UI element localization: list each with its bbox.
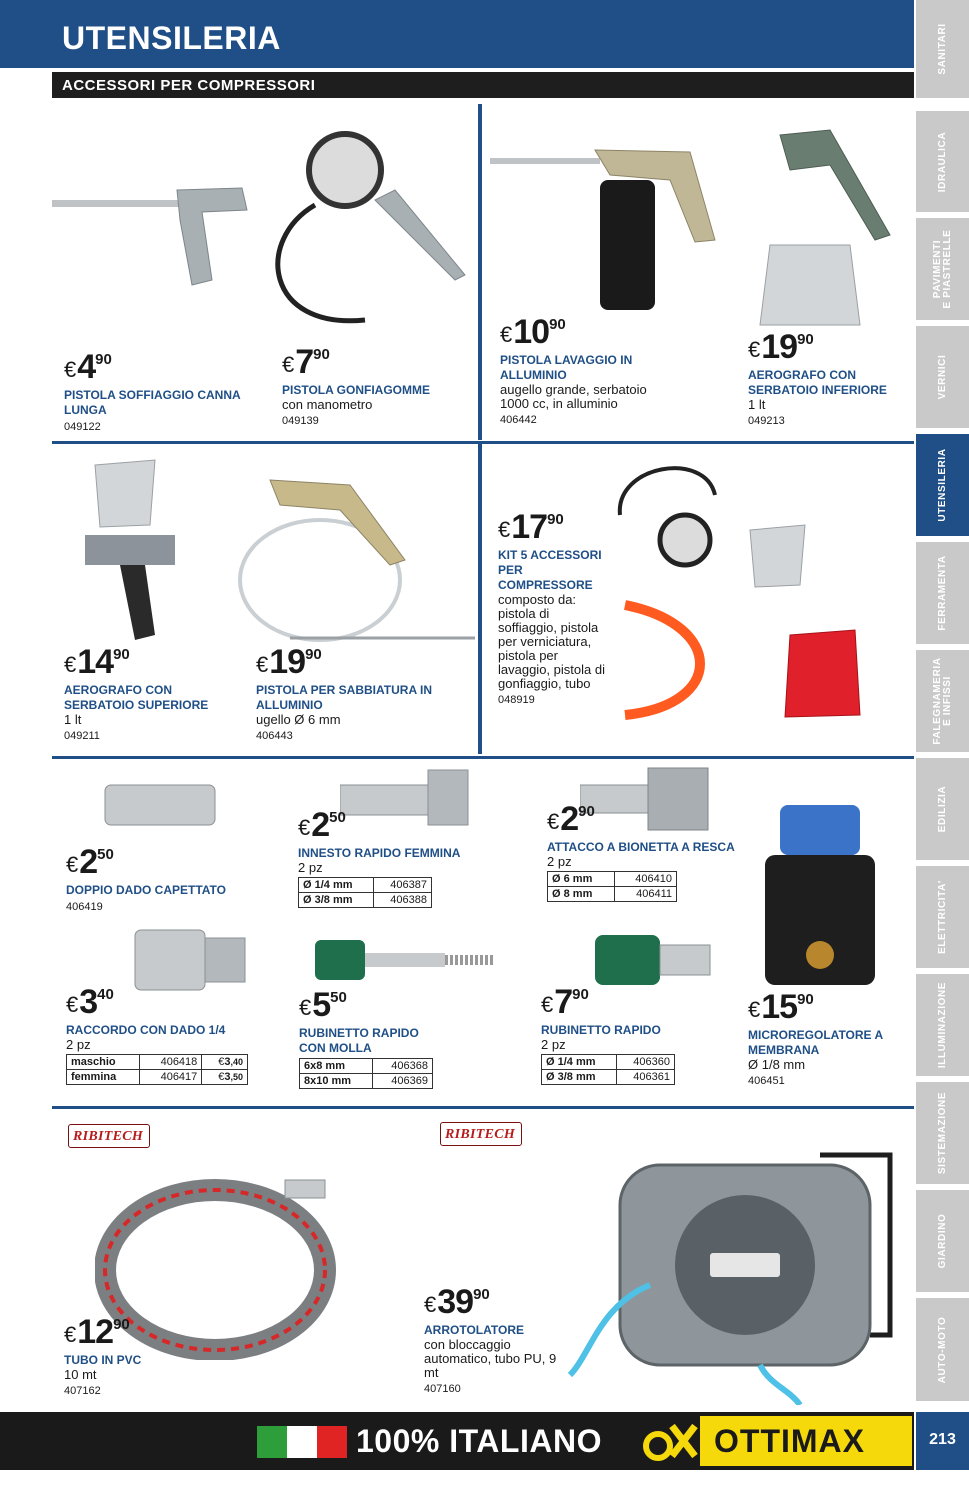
- hose-reel-image: [560, 1135, 900, 1405]
- variant-currency: €: [218, 1055, 225, 1068]
- currency: €: [298, 815, 311, 840]
- price: [66, 845, 256, 879]
- page-header: [0, 0, 914, 100]
- price-dec: 90: [572, 986, 589, 1003]
- variant-table: [298, 877, 432, 908]
- variant-code: 406411: [614, 887, 676, 902]
- price-int: 3: [79, 983, 98, 1021]
- tab-label: IDRAULICA: [936, 131, 948, 192]
- table-row: [299, 878, 432, 893]
- product-name: PISTOLA SOFFIAGGIO CANNA LUNGA: [64, 388, 241, 417]
- tab-label: VERNICI: [936, 354, 948, 400]
- tab-illuminazione[interactable]: [916, 974, 969, 1079]
- price-int: 12: [77, 1313, 114, 1351]
- variant-size: 6x8 mm: [300, 1059, 373, 1074]
- product-quick-tap: [541, 985, 741, 1085]
- product-name: RACCORDO CON DADO 1/4: [66, 1023, 226, 1037]
- price-int: 5: [312, 986, 331, 1024]
- currency: €: [299, 995, 312, 1020]
- price: [64, 350, 244, 384]
- currency: €: [66, 852, 79, 877]
- double-nut-coupler-image: [100, 775, 220, 835]
- quick-tap-image: [595, 930, 715, 990]
- price-dec: 50: [330, 989, 347, 1006]
- product-desc: con bloccaggio automatico, tubo PU, 9 mt: [424, 1337, 557, 1380]
- price-dec: 90: [313, 346, 330, 363]
- currency: €: [282, 352, 295, 377]
- variant-price: [202, 1055, 248, 1070]
- tab-label: ELETTRICITA': [936, 880, 948, 954]
- tab-vernici[interactable]: [916, 326, 969, 431]
- tab-elettricita[interactable]: [916, 866, 969, 971]
- product-desc: 2 pz: [66, 1037, 91, 1052]
- product-name: RUBINETTO RAPIDO CON MOLLA: [299, 1026, 419, 1055]
- product-bayonet-coupler: [547, 802, 757, 902]
- product-pressure-regulator: [748, 990, 908, 1088]
- page-number: 213: [929, 1431, 956, 1448]
- price-int: 2: [311, 806, 330, 844]
- variant-size: Ø 3/8 mm: [542, 1070, 617, 1085]
- price: [256, 645, 436, 679]
- divider-horizontal: [52, 756, 914, 759]
- price-int: 7: [295, 343, 314, 381]
- product-hose-reel: [424, 1285, 574, 1396]
- product-pvc-hose: [64, 1315, 224, 1398]
- currency: €: [64, 652, 77, 677]
- price-dec: 90: [95, 351, 112, 368]
- tab-giardino[interactable]: [916, 1190, 969, 1295]
- price: [298, 808, 498, 842]
- variant-price-dec: ,50: [230, 1071, 243, 1082]
- page-number-box: [916, 1412, 969, 1470]
- price-dec: 50: [97, 846, 114, 863]
- category-sidebar: [916, 0, 969, 1412]
- product-double-nut: [66, 845, 256, 914]
- tab-label: SISTEMAZIONE: [936, 1091, 948, 1175]
- product-code: 406443: [256, 730, 293, 742]
- price-int: 17: [511, 508, 548, 546]
- variant-size: 8x10 mm: [300, 1074, 373, 1089]
- variant-code: 406368: [373, 1059, 433, 1074]
- tab-utensileria[interactable]: [916, 434, 969, 539]
- spray-gun-top-tank-image: [60, 455, 200, 645]
- tab-label: PAVIMENTI E PIASTRELLE: [931, 229, 953, 309]
- section-bar: [52, 72, 914, 98]
- price-int: 2: [79, 843, 98, 881]
- variant-price-int: 3: [224, 1055, 231, 1068]
- product-desc: composto da: pistola di soffiaggio, pistola per verniciatura, pistola per lavaggio, pistola di gonfiaggio, tubo: [498, 592, 605, 691]
- price: [282, 345, 462, 379]
- tab-label: AUTO-MOTO: [936, 1316, 948, 1383]
- price: [498, 510, 608, 544]
- product-desc: 1 lt: [64, 712, 82, 727]
- variant-table: [547, 871, 677, 902]
- price-int: 10: [513, 313, 550, 351]
- variant-size: femmina: [67, 1070, 140, 1085]
- tab-label: EDILIZIA: [936, 785, 948, 833]
- tab-sanitari[interactable]: [916, 0, 969, 101]
- price-dec: 90: [578, 803, 595, 820]
- variant-size: maschio: [67, 1055, 140, 1070]
- product-name: PISTOLA GONFIAGOMME: [282, 383, 431, 397]
- price-dec: 90: [305, 646, 322, 663]
- price-dec: 90: [473, 1286, 490, 1303]
- product-code: 049211: [64, 730, 100, 742]
- tab-idraulica[interactable]: [916, 111, 969, 215]
- tab-label: ILLUMINAZIONE: [936, 981, 948, 1069]
- product-desc: Ø 1/8 mm: [748, 1057, 806, 1072]
- currency: €: [541, 992, 554, 1017]
- tab-edilizia[interactable]: [916, 758, 969, 863]
- spring-quick-tap-image: [315, 935, 500, 985]
- currency: €: [748, 337, 761, 362]
- product-blow-gun: [64, 350, 244, 434]
- product-desc: 10 mt: [64, 1367, 97, 1382]
- product-code: 048919: [498, 694, 535, 706]
- variant-table: [541, 1054, 675, 1085]
- product-name: AEROGRAFO CON SERBATOIO INFERIORE: [748, 368, 887, 397]
- product-code: 049213: [748, 415, 785, 427]
- product-desc: augello grande, serbatoio 1000 cc, in alluminio: [500, 382, 647, 411]
- price: [748, 330, 908, 364]
- currency: €: [498, 517, 511, 542]
- variant-code: 406361: [616, 1070, 674, 1085]
- product-code: 049122: [64, 421, 101, 433]
- product-code: 406451: [748, 1075, 785, 1087]
- price: [64, 645, 234, 679]
- table-row: [299, 893, 432, 908]
- product-name: MICROREGOLATORE A MEMBRANA: [748, 1028, 883, 1057]
- price-int: 15: [761, 988, 798, 1026]
- variant-size: Ø 8 mm: [548, 887, 615, 902]
- price: [424, 1285, 574, 1319]
- product-female-coupler: [298, 808, 498, 908]
- product-desc: 2 pz: [547, 854, 572, 869]
- product-name: AEROGRAFO CON SERBATOIO SUPERIORE: [64, 683, 209, 712]
- currency: €: [500, 322, 513, 347]
- variant-size: Ø 1/4 mm: [542, 1055, 617, 1070]
- spray-gun-bottom-tank-image: [740, 125, 910, 335]
- table-row: [300, 1059, 433, 1074]
- price: [299, 988, 499, 1022]
- price-int: 19: [761, 328, 798, 366]
- variant-code: 406417: [140, 1070, 202, 1085]
- table-row: [542, 1070, 675, 1085]
- currency: €: [424, 1292, 437, 1317]
- product-nut-fitting: [66, 985, 266, 1085]
- price-dec: 90: [797, 991, 814, 1008]
- price: [64, 1315, 224, 1349]
- currency: €: [256, 652, 269, 677]
- tab-auto-moto[interactable]: [916, 1298, 969, 1404]
- price-int: 14: [77, 643, 114, 681]
- variant-price-dec: ,40: [230, 1056, 243, 1067]
- tab-ferramenta[interactable]: [916, 542, 969, 647]
- price-dec: 90: [547, 511, 564, 528]
- table-row: [67, 1070, 248, 1085]
- price-dec: 50: [329, 809, 346, 826]
- product-spray-gun-top: [64, 645, 234, 743]
- divider-horizontal: [52, 441, 914, 444]
- blow-gun-image: [52, 160, 252, 320]
- brand-name: RIBITECH: [73, 1129, 144, 1144]
- tab-falegnameria[interactable]: [916, 650, 969, 755]
- product-name: TUBO IN PVC: [64, 1353, 142, 1367]
- product-name: ARROTOLATORE: [424, 1323, 525, 1337]
- compressor-kit-image: [605, 455, 865, 745]
- product-sandblasting-gun: [256, 645, 436, 743]
- currency: €: [64, 1322, 77, 1347]
- table-row: [67, 1055, 248, 1070]
- currency: €: [66, 992, 79, 1017]
- variant-size: Ø 3/8 mm: [299, 893, 374, 908]
- ottimax-logo-text: OTTIMAX: [714, 1423, 865, 1459]
- tire-inflator-image: [255, 130, 475, 350]
- product-desc: 1 lt: [748, 397, 766, 412]
- variant-currency: €: [218, 1070, 225, 1083]
- product-name: PISTOLA LAVAGGIO IN ALLUMINIO: [500, 353, 633, 382]
- product-code: 407162: [64, 1385, 101, 1397]
- variant-code: 406388: [373, 893, 431, 908]
- product-name: RUBINETTO RAPIDO: [541, 1023, 661, 1037]
- product-compressor-kit: [498, 510, 608, 707]
- page-title: UTENSILERIA: [62, 20, 281, 56]
- sandblasting-gun-image: [230, 460, 475, 650]
- product-desc: 2 pz: [541, 1037, 566, 1052]
- table-row: [548, 872, 677, 887]
- tab-label: UTENSILERIA: [936, 448, 948, 522]
- product-tire-inflator: [282, 345, 462, 428]
- product-code: 049139: [282, 415, 319, 427]
- tab-label: FALEGNAMERIA E INFISSI: [931, 657, 953, 745]
- variant-price-int: 3: [224, 1070, 231, 1083]
- price: [547, 802, 757, 836]
- pressure-regulator-image: [760, 805, 880, 990]
- ribitech-logo: [68, 1124, 150, 1148]
- price-dec: 40: [97, 986, 114, 1003]
- price-dec: 90: [113, 646, 130, 663]
- price-int: 19: [269, 643, 306, 681]
- product-code: 406419: [66, 901, 103, 913]
- brand-name: RIBITECH: [445, 1127, 516, 1142]
- footer-slogan: 100% ITALIANO: [356, 1423, 602, 1459]
- ribitech-logo: [440, 1122, 522, 1146]
- variant-table: [299, 1058, 433, 1089]
- variant-code: 406410: [614, 872, 676, 887]
- price-dec: 90: [113, 1316, 130, 1333]
- variant-code: 406387: [373, 878, 431, 893]
- product-spray-gun-bottom: [748, 330, 908, 428]
- currency: €: [64, 357, 77, 382]
- variant-size: Ø 6 mm: [548, 872, 615, 887]
- tab-label: SANITARI: [936, 23, 948, 75]
- variant-price: [202, 1070, 248, 1085]
- variant-size: Ø 1/4 mm: [299, 878, 374, 893]
- divider-vertical: [478, 444, 482, 754]
- price: [500, 315, 700, 349]
- product-name: PISTOLA PER SABBIATURA IN ALLUMINIO: [256, 683, 433, 712]
- price: [66, 985, 266, 1019]
- price-int: 2: [560, 800, 579, 838]
- currency: €: [547, 809, 560, 834]
- product-name: DOPPIO DADO CAPETTATO: [66, 883, 227, 897]
- italian-flag-icon: [257, 1426, 347, 1458]
- table-row: [548, 887, 677, 902]
- price-int: 4: [77, 348, 96, 386]
- variant-table: [66, 1054, 248, 1085]
- product-spring-quick-tap: [299, 988, 499, 1089]
- tab-label: GIARDINO: [936, 1213, 948, 1269]
- ottimax-mark-icon: [640, 1416, 700, 1466]
- product-code: 407160: [424, 1383, 461, 1395]
- divider-horizontal: [52, 1106, 914, 1109]
- variant-code: 406369: [373, 1074, 433, 1089]
- product-washing-gun: [500, 315, 700, 427]
- ottimax-logo: [700, 1416, 912, 1466]
- table-row: [542, 1055, 675, 1070]
- currency: €: [748, 997, 761, 1022]
- table-row: [300, 1074, 433, 1089]
- product-desc: ugello Ø 6 mm: [256, 712, 341, 727]
- tab-pavimenti[interactable]: [916, 218, 969, 323]
- product-desc: 2 pz: [298, 860, 323, 875]
- product-desc: con manometro: [282, 397, 373, 412]
- product-name: KIT 5 ACCESSORI PER COMPRESSORE: [498, 548, 602, 592]
- variant-code: 406360: [616, 1055, 674, 1070]
- price-int: 7: [554, 983, 573, 1021]
- product-name: INNESTO RAPIDO FEMMINA: [298, 846, 461, 860]
- price-dec: 90: [797, 331, 814, 348]
- tab-label: FERRAMENTA: [936, 555, 948, 631]
- price: [541, 985, 741, 1019]
- divider-vertical: [478, 104, 482, 440]
- price-dec: 90: [549, 316, 566, 333]
- product-code: 406442: [500, 414, 537, 426]
- price: [748, 990, 908, 1024]
- tab-sistemazione[interactable]: [916, 1082, 969, 1187]
- variant-code: 406418: [140, 1055, 202, 1070]
- section-title: ACCESSORI PER COMPRESSORI: [62, 77, 316, 94]
- price-int: 39: [437, 1283, 474, 1321]
- product-name: ATTACCO A BIONETTA A RESCA: [547, 840, 735, 854]
